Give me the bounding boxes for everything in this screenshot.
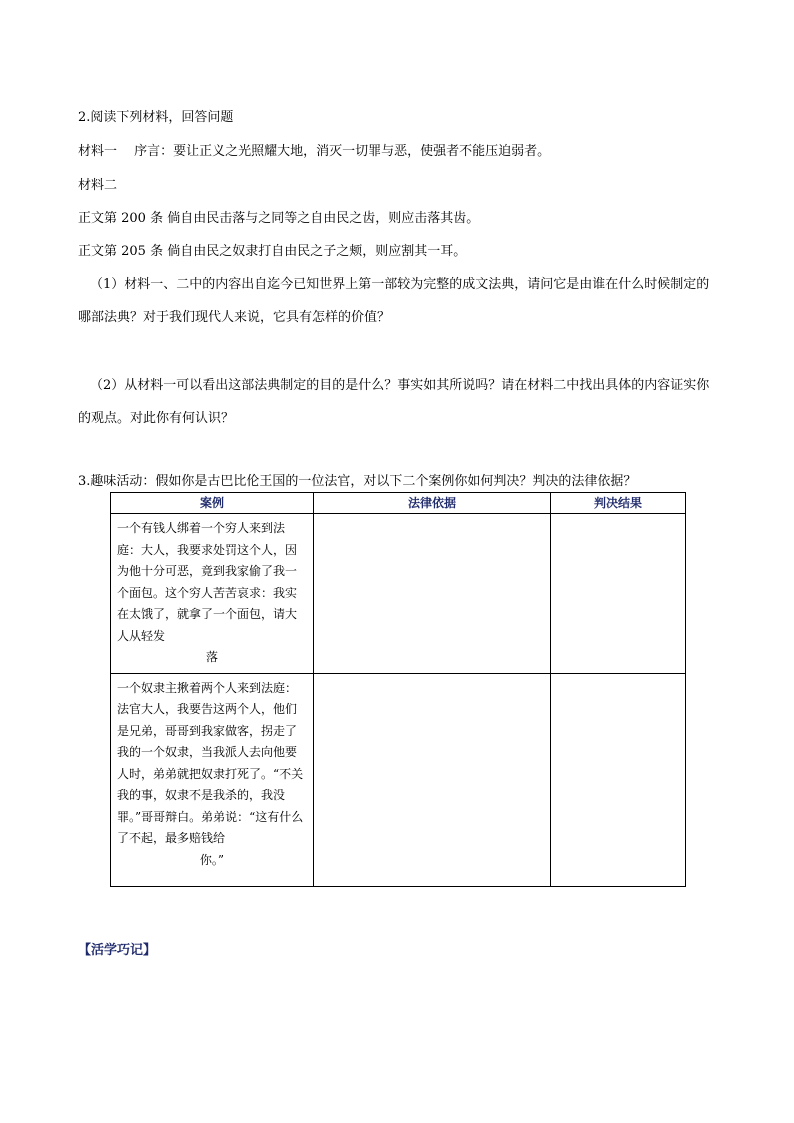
case-2-text: 一个奴隶主揪着两个人来到法庭：法官大人，我要告这两个人，他们是兄弟，哥哥到我家做客，拐走了我的一个奴隶，当我派人去向他要人时，弟弟就把奴隶打死了。“不关我的事，奴隶不是我杀的，我没罪。”哥哥辩白。弟弟说：“这有什么了不起，最多赔钱给	[117, 680, 304, 845]
header-legal-basis: 法律依据	[314, 493, 551, 514]
case-1-verdict-cell[interactable]	[551, 514, 686, 674]
case-1-tail: 落	[205, 650, 218, 664]
case-1-text: 一个有钱人绑着一个穷人来到法庭：大人，我要求处罚这个人，因为他十分可恶，竟到我家偷了我一个面包。这个穷人苦苦哀求：我实在太饿了，就拿了一个面包，请大人从轻发	[117, 521, 298, 643]
cases-table	[110, 492, 686, 887]
table-header-row	[111, 493, 686, 514]
case-2-verdict-cell[interactable]	[551, 673, 686, 886]
sub-question-1-text: （1）材料一、二中的内容出自迄今已知世界上第一部较为完整的成文法典，请问它是由谁在什么时候制定的哪部法典？对于我们现代人来说，它具有怎样的价值？	[78, 277, 710, 325]
case-2-tail: 你。”	[199, 852, 225, 867]
header-verdict: 判决结果	[551, 493, 686, 514]
material-1: 材料一 序言：要让正义之光照耀大地，消灭一切罪与恶，使强者不能压迫弱者。	[78, 144, 551, 159]
case-1-legal-basis-cell[interactable]	[314, 514, 551, 674]
sub-question-2	[78, 369, 718, 435]
case-1-cell	[111, 514, 314, 674]
sub-question-1	[78, 268, 718, 334]
article-200: 正文第 200 条 倘自由民击落与之同等之自由民之齿，则应击落其齿。	[78, 211, 480, 226]
case-2-cell	[111, 673, 314, 886]
study-tip-heading: 【活学巧记】	[78, 943, 157, 958]
q2-title: 2.阅读下列材料，回答问题	[78, 110, 234, 125]
case-2-legal-basis-cell[interactable]	[314, 673, 551, 886]
q3-title: 3.趣味活动：假如你是古巴比伦王国的一位法官，对以下二个案例你如何判决？判决的法律依据？	[78, 474, 637, 489]
article-205: 正文第 205 条 倘自由民之奴隶打自由民之子之颊，则应割其一耳。	[78, 244, 467, 259]
material-2-label: 材料二	[78, 178, 118, 193]
header-case: 案例	[111, 493, 314, 514]
sub-question-2-text: （2）从材料一可以看出这部法典制定的目的是什么？事实如其所说吗？请在材料二中找出具体的内容证实你的观点。对此你有何认识？	[78, 378, 710, 426]
table-row	[111, 514, 686, 674]
table-row	[111, 673, 686, 886]
